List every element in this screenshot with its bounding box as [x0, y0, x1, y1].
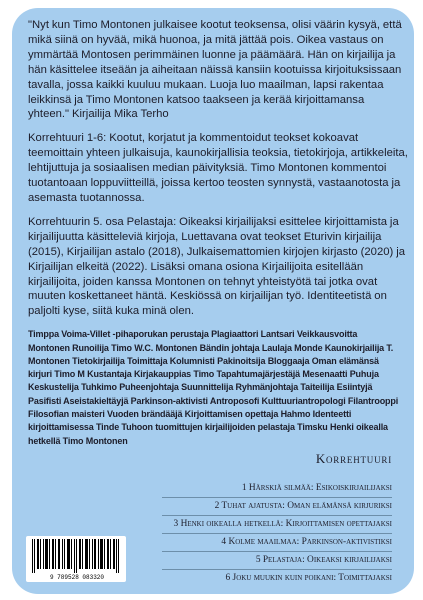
book-list-item: 6 Joku muukin kuin poikani: Toimittajaksi: [225, 573, 392, 583]
isbn-barcode: [26, 536, 126, 582]
series-description: Korrehtuuri 1-6: Kootut, korjatut ja kommentoidut teokset kokoavat teemoittain yhteen julkaisuja, kaunokirjallisia teoksia, tietokirjoja, artikkeleita, lehtijuttuja ja sosiaalisen median päivityksiä. Timo Montonen kommentoi tuotantoaan loppuviitteillä, joissa kertoo teosten synnystä, vastaanotosta ja asemasta tuotannossa.: [28, 132, 408, 204]
book-list: [162, 480, 392, 587]
author-roles-text: Timppa Voima-Villet -pihaporukan perustaja Plagiaattori Lantsari Veikkausvoitta Montonen Runoilija Timo W.C. Montonen Bändin johtaja Laulaja Monde Kaunokirjailija T. Montonen Tietokirjailija Toimittaja Kolumnisti Pakinoitsija Bloggaaja Oman elämänsä kirjuri Timo M Kustantaja Kirjakauppias Timo Tapahtumajärjestäjä Mesenaatti Puhuja Keskustelija Tuhkimo Puheenjohtaja Suunnittelija Ryhmänjohtaja Taiteilija Esiintyjä Pasifisti Aseistakieltäyjä Parkinson-aktivisti Antroposofi Kulttuuriantropologi Filantrooppi Filosofian maisteri Vuoden brändääjä Kirjoittamisen opettaja Hahmo Identeetti kirjoittamisessa Tinde Tuhoon tuomittujen kirjailijoiden pelastaja Timsku Henki oikealla hetkellä Timo Montonen: [28, 329, 399, 446]
barcode-icon: [32, 539, 120, 573]
book-list-item: 4 Kolme maailmaa: Parkinson-aktivistiksi: [162, 534, 392, 552]
book-list-item: 3 Henki oikealla hetkellä: Kirjoittamisen opettajaksi: [162, 516, 392, 534]
back-cover: [12, 8, 414, 594]
blurb-quote: "Nyt kun Timo Montonen julkaisee kootut teoksensa, olisi väärin kysyä, että mikä siinä on hyvää, mikä huonoa, ja mitä jättää pois. Oikea vastaus on ymmärtää Montosen perimmäinen luonne ja päämäärä. Hän on kirjailija ja hän käsittelee itseään ja aiheitaan näissä kansiin kootuissa kirjoituksissaan tavalla, jossa kaikki kuuluu mukaan. Luoja luo maailman, lapsi rakentaa leikkinsä ja Timo Montonen katsoo taakseen ja kerää kirjoittamansa yhteen." Kirjailija Mika Terho: [28, 19, 402, 121]
book-list-item: 2 Tuhat ajatusta: Oman elämänsä kirjuriksi: [162, 498, 392, 516]
isbn-digits: 9 789528 083320: [49, 574, 104, 581]
volume-description: Korrehtuurin 5. osa Pelastaja: Oikeaksi kirjailijaksi esittelee kirjoittamista ja kirjailijuutta käsitteleviä kirjoja, Luettavana ovat teokset Eturivin kirjailija (2015), Kirjailijan astalo (2018), Julkaisemattomien kirjojen kirjasto (2020) ja Kirjailijan elkeitä (2022). Lisäksi omana osiona Kirjailijoita esitellään kirjailijoita, joiden kanssa Montonen on tehnyt yhteistyötä tai jotka ovat muuten koskettaneet häntä. Keskiössä on kirjailijan työ. Identiteetistä on paljolti kyse, siitä kuka minä olen.: [28, 215, 406, 318]
book-list-item: 1 Härskiä silmää: Esikoiskirjailijaksi: [162, 480, 392, 498]
book-list-item: 5 Pelastaja: Oikeaksi kirjailijaksi: [162, 552, 392, 570]
series-title: Korrehtuuri: [315, 450, 392, 466]
